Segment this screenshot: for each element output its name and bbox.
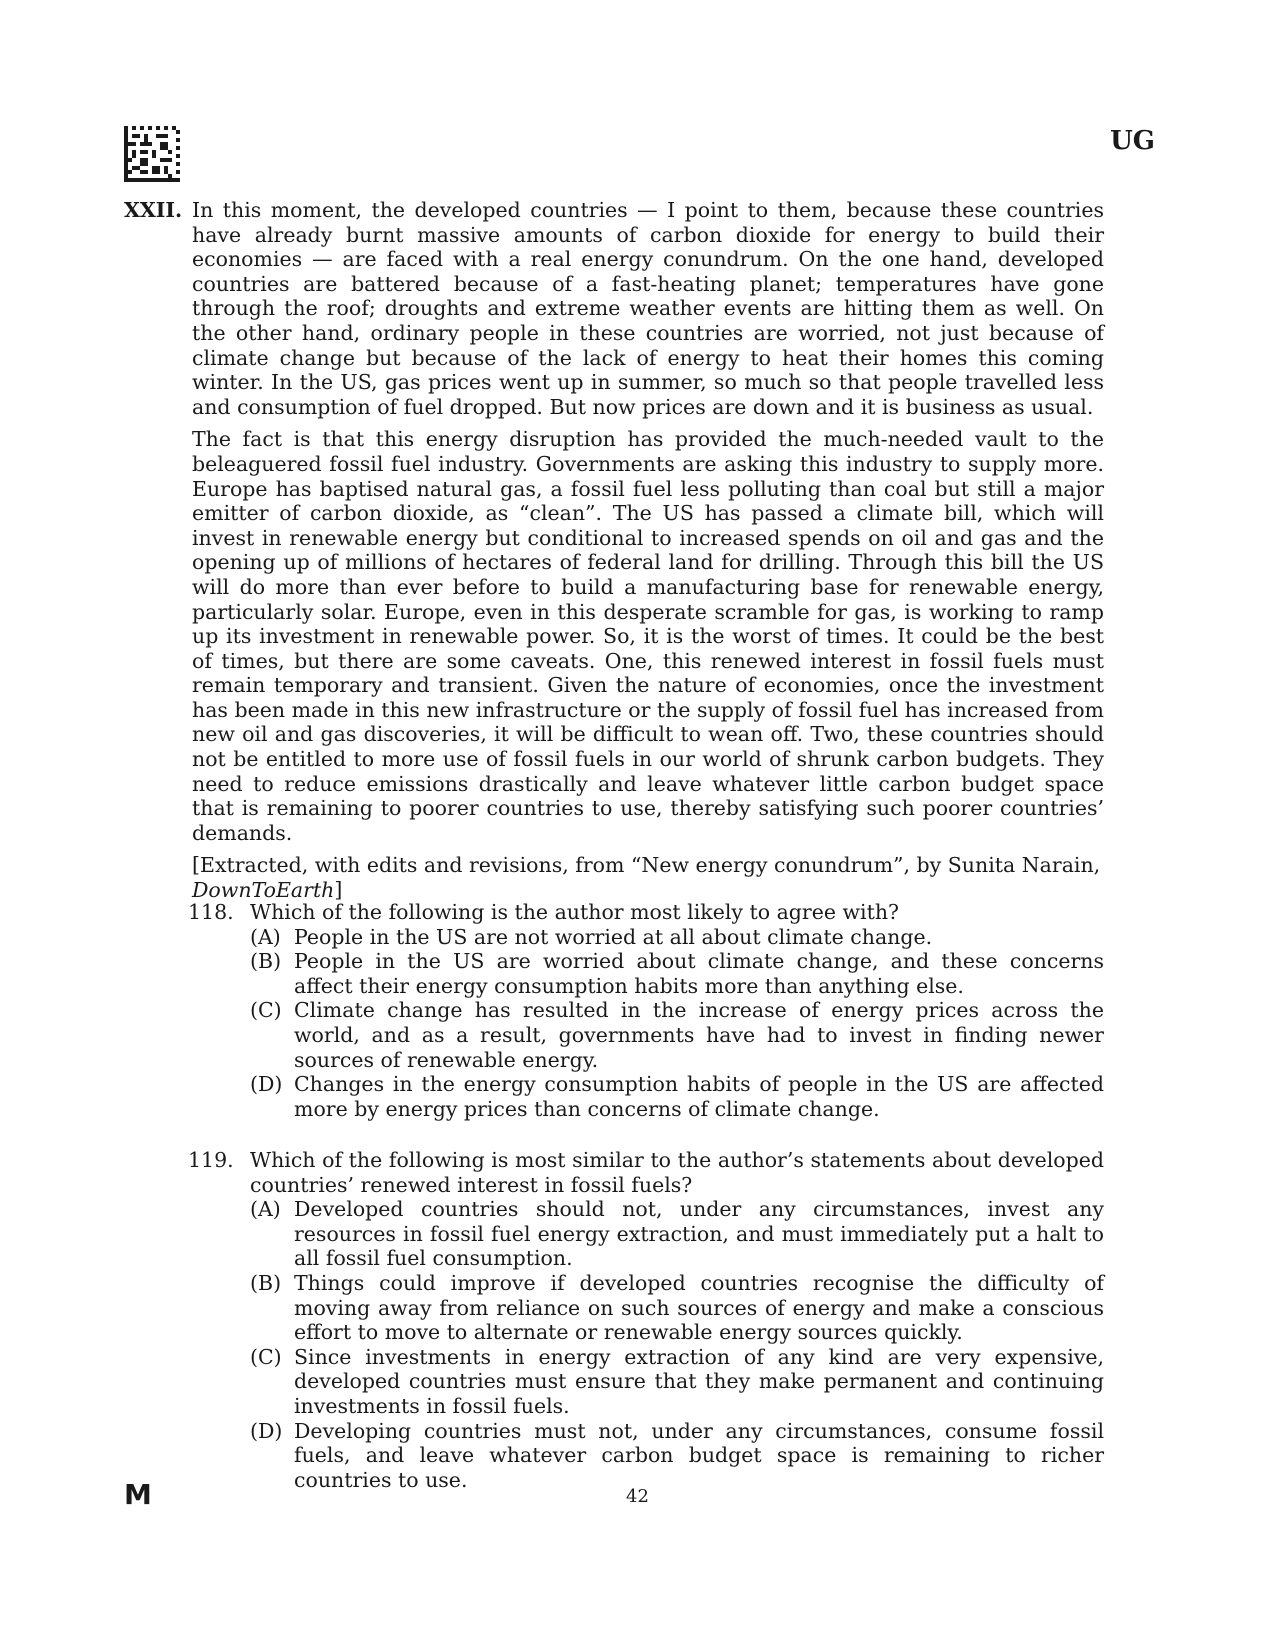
option-text: People in the US are not worried at all about climate change. — [294, 924, 933, 949]
option-label: (A) — [250, 924, 281, 949]
option-d — [250, 1419, 1104, 1493]
source-publication: DownToEarth — [192, 878, 335, 903]
option-b — [250, 1271, 1104, 1345]
option-a — [250, 925, 1104, 950]
option-label: (D) — [250, 1418, 283, 1443]
option-text: Developing countries must not, under any circumstances, consume fossil fuels, and leave whatever carbon budget space is remaining to richer countries to use. — [294, 1418, 1104, 1492]
passage-label: XXII. — [124, 198, 183, 222]
option-a — [250, 1197, 1104, 1271]
passage-source — [192, 853, 1104, 902]
paper-code: UG — [1110, 126, 1155, 156]
question-119 — [188, 1148, 1104, 1492]
option-label: (B) — [250, 949, 282, 974]
source-suffix: ] — [334, 878, 343, 903]
question-text: Which of the following is the author most likely to agree with? — [250, 900, 900, 924]
source-prefix: [Extracted, with edits and revisions, from “New energy conundrum”, by Sunita Narain, — [192, 853, 1101, 878]
page-number: 42 — [626, 1486, 649, 1507]
passage-paragraph: In this moment, the developed countries — I point to them, because these countries have already burnt massive amounts of carbon dioxide for energy to build their economies — are faced with a real energy conundrum. On the one hand, developed countries are battered because of a fast-heating planet; temperatures have gone through the roof; droughts and extreme weather events are hitting them as well. On the other hand, ordinary people in these countries are worried, not just because of climate change but because of the lack of energy to heat their homes this coming winter. In the US, gas prices went up in summer, so much so that people travelled less and consumption of fuel dropped. But now prices are down and it is business as usual. — [192, 198, 1104, 419]
option-b — [250, 949, 1104, 998]
passage-paragraph: The fact is that this energy disruption has provided the much-needed vault to the beleaguered fossil fuel industry. Governments are asking this industry to supply more. Europe has baptised natural gas, a fossil fuel less polluting than coal but still a major emitter of carbon dioxide, as “clean”. The US has passed a climate bill, which will invest in renewable energy but conditional to increased spends on oil and gas and the opening up of millions of hectares of federal land for drilling. Through this bill the US will do more than ever before to build a manufacturing base for renewable energy, particularly solar. Europe, even in this desperate scramble for gas, is working to ramp up its investment in renewable power. So, it is the worst of times. It could be the best of times, but there are some caveats. One, this renewed interest in fossil fuels must remain temporary and transient. Given the nature of economies, once the investment has been made in this new infrastructure or the supply of fossil fuel has increased from new oil and gas discoveries, it will be difficult to wean off. Two, these countries should not be entitled to more use of fossil fuels in our world of shrunk carbon budgets. They need to reduce emissions drastically and leave whatever little carbon budget space that is remaining to poorer countries to use, thereby satisfying such poorer countries’ demands. — [192, 427, 1104, 845]
option-label: (C) — [250, 1344, 282, 1369]
option-d — [250, 1072, 1104, 1121]
passage-body — [192, 198, 1104, 903]
question-text: Which of the following is most similar to the author’s statements about developed countries’ renewed interest in fossil fuels? — [250, 1148, 1104, 1197]
qr-code-icon — [124, 126, 180, 182]
option-c — [250, 998, 1104, 1072]
passage — [124, 198, 1104, 903]
option-text: Since investments in energy extraction of any kind are very expensive, developed countries must ensure that they make permanent and continuing investments in fossil fuels. — [294, 1344, 1104, 1418]
question-number: 119. — [188, 1148, 234, 1172]
question-118 — [188, 900, 1104, 1121]
option-text: Things could improve if developed countries recognise the difficulty of moving away from reliance on such sources of energy and make a conscious effort to move to alternate or renewable energy sources quickly. — [294, 1270, 1104, 1345]
option-label: (A) — [250, 1197, 281, 1222]
option-text: Changes in the energy consumption habits of people in the US are affected more by energy prices than concerns of climate change. — [294, 1072, 1104, 1121]
option-text: Climate change has resulted in the increase of energy prices across the world, and as a result, governments have had to invest in finding newer sources of renewable energy. — [294, 998, 1104, 1072]
option-text: People in the US are worried about climate change, and these concerns affect their energy consumption habits more than anything else. — [294, 949, 1104, 998]
option-label: (C) — [250, 998, 282, 1023]
option-label: (D) — [250, 1072, 283, 1097]
question-number: 118. — [188, 900, 234, 924]
series-code: M — [124, 1478, 152, 1511]
option-text: Developed countries should not, under any circumstances, invest any resources in fossil fuel energy extraction, and must immediately put a halt to all fossil fuel consumption. — [294, 1197, 1104, 1271]
option-label: (B) — [250, 1270, 282, 1295]
option-c — [250, 1345, 1104, 1419]
